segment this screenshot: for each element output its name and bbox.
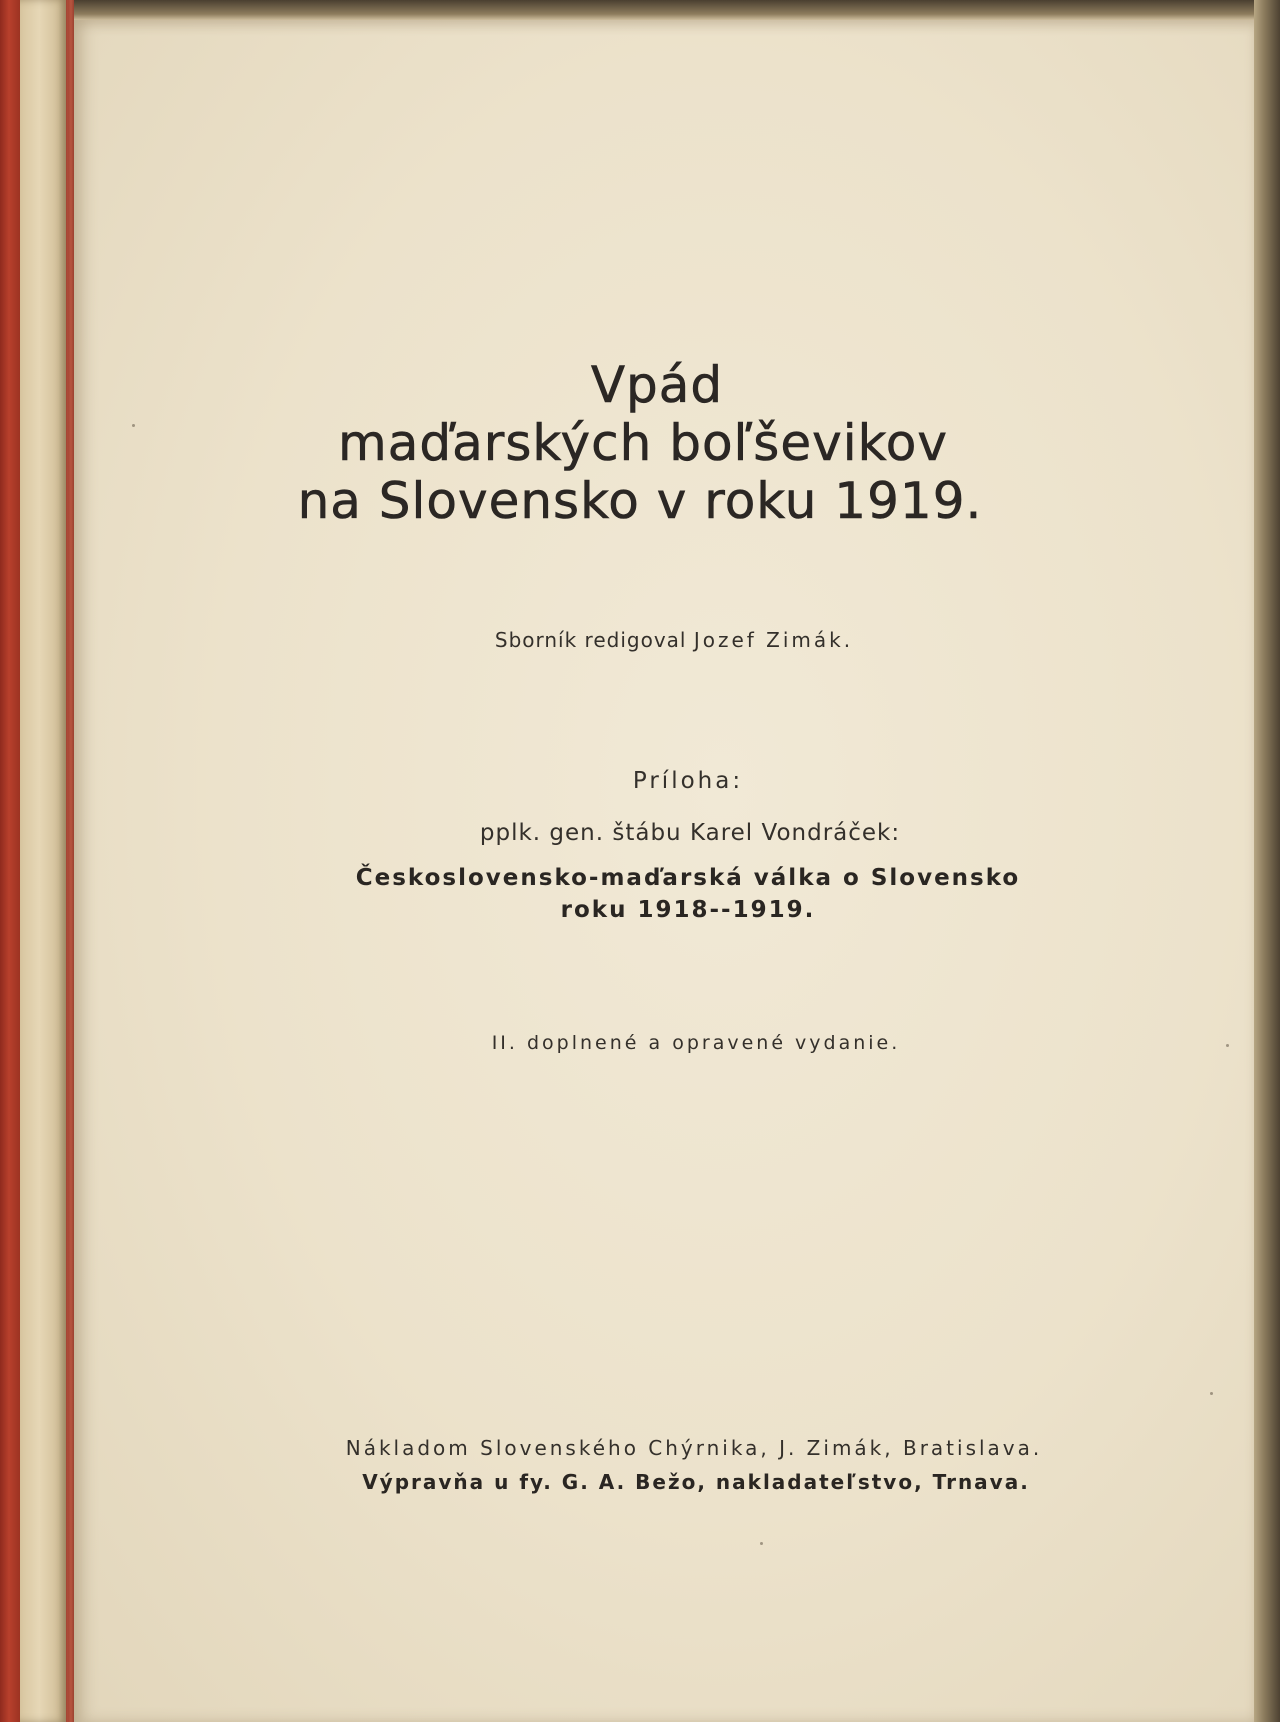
title-line: na Slovensko v roku 1919. <box>297 472 983 530</box>
book-title <box>0 356 1280 530</box>
appendix-title <box>0 862 1280 926</box>
edition-note: II. doplnené a opravené vydanie. <box>491 1032 901 1054</box>
title-line: maďarských boľševikov <box>338 414 948 472</box>
appendix-author: pplk. gen. štábu Karel Vondráček: <box>479 820 901 846</box>
appendix-title-line: Československo-maďarská válka o Slovensko <box>355 865 1021 891</box>
printer-line: Výpravňa u fy. G. A. Bežo, nakladateľstvo, Trnava. <box>362 1470 1030 1494</box>
appendix-title-line: roku 1918--1919. <box>560 897 816 923</box>
editor-credit <box>0 628 1280 652</box>
top-shadow <box>74 0 1254 20</box>
publisher-line: Nákladom Slovenského Chýrnika, J. Zimák, Bratislava. <box>345 1436 1043 1460</box>
appendix-label: Príloha: <box>632 768 744 794</box>
paper-speck <box>760 1542 763 1545</box>
editor-prefix: Sborník redigoval <box>494 628 687 652</box>
paper-speck <box>1210 1392 1213 1395</box>
endpaper-strip <box>20 0 68 1722</box>
title-line: Vpád <box>590 356 724 414</box>
editor-name: Jozef Zimák. <box>693 628 854 652</box>
page-edge-right <box>1254 0 1280 1722</box>
book-spine <box>0 0 20 1722</box>
